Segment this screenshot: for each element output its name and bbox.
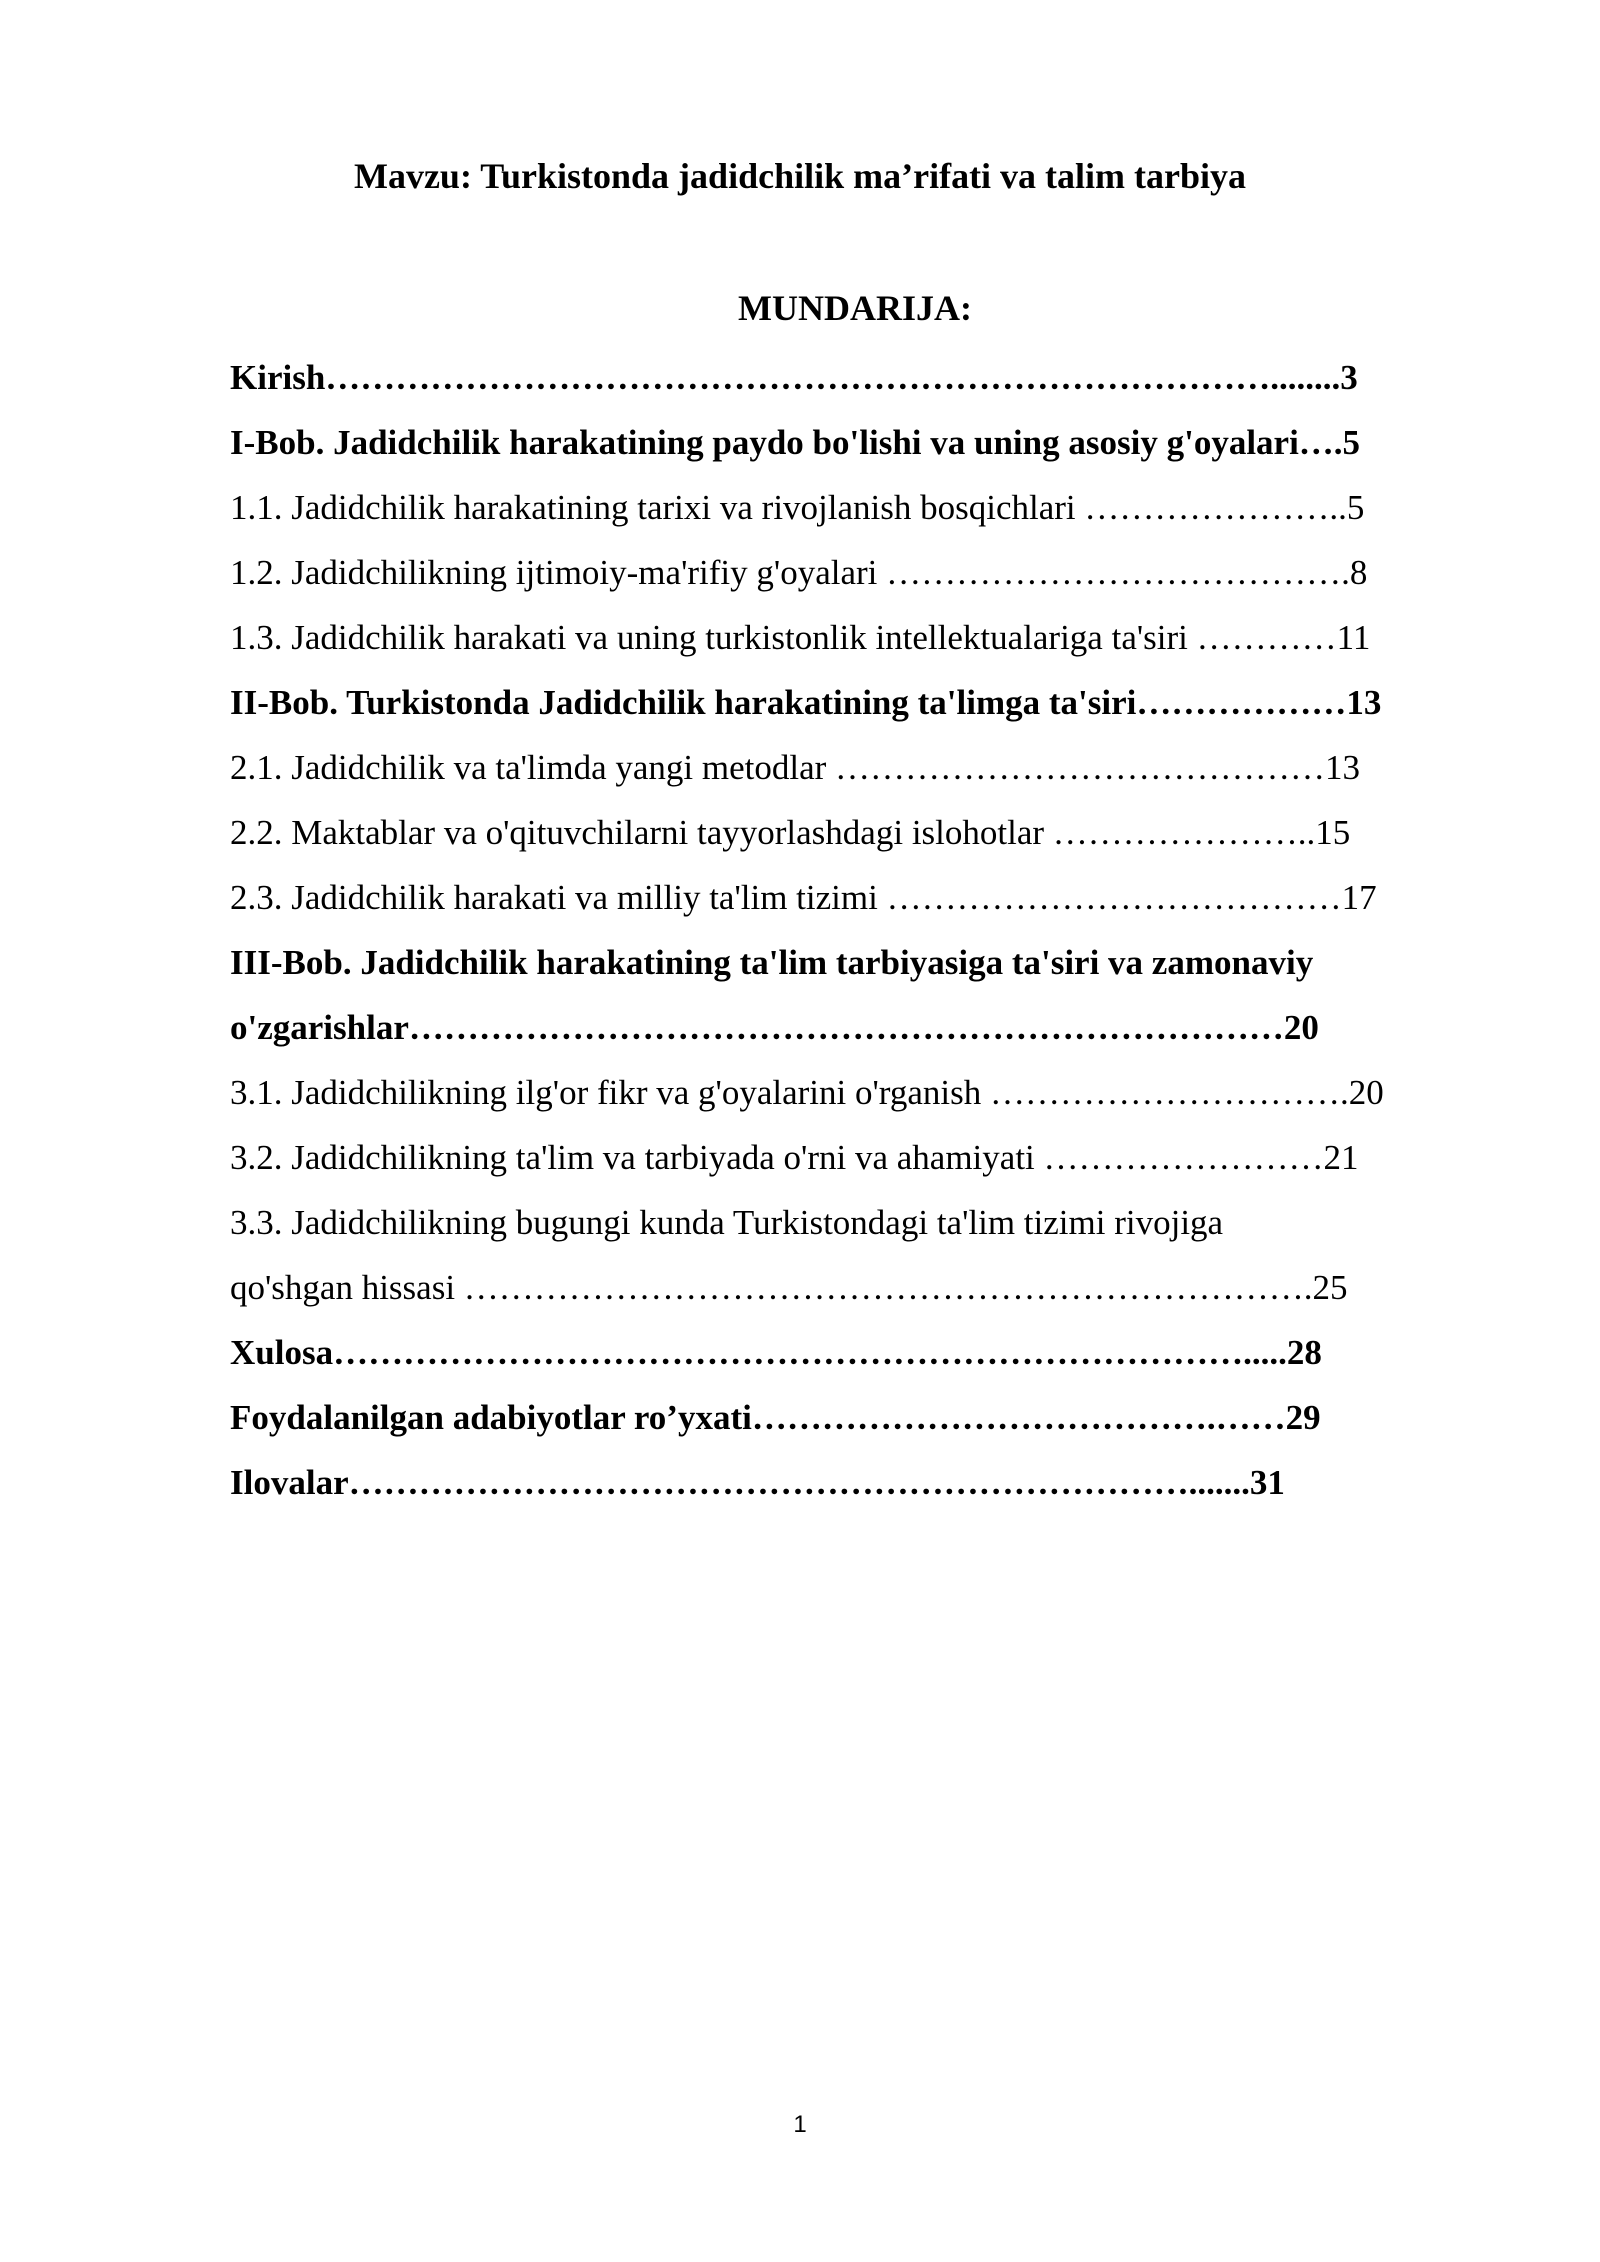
toc-entry-introduction: Kirish………………………………………………………………………........3 bbox=[230, 358, 1358, 397]
toc-entry-chapter-3-line-2: o'zgarishlar…………………………………………………………………20 bbox=[230, 1008, 1319, 1047]
toc-entry-chapter-1: I-Bob. Jadidchilik harakatining paydo bo'lishi va uning asosiy g'oyalari….5 bbox=[230, 423, 1361, 462]
toc-entry-section-3-1: 3.1. Jadidchilikning ilg'or fikr va g'oyalarini o'rganish ………………………….20 bbox=[230, 1073, 1384, 1112]
table-of-contents bbox=[230, 345, 1490, 1515]
toc-entry-section-3-2: 3.2. Jadidchilikning ta'lim va tarbiyada o'rni va ahamiyati ……………………21 bbox=[230, 1138, 1359, 1177]
toc-entry-chapter-2: II-Bob. Turkistonda Jadidchilik harakatining ta'limga ta'siri………………13 bbox=[230, 683, 1382, 722]
toc-entry-section-1-2: 1.2. Jadidchilikning ijtimoiy-ma'rifiy g'oyalari ………………………………….8 bbox=[230, 553, 1368, 592]
toc-entry-references: Foydalanilgan adabiyotlar ro’yxati………………………………….……29 bbox=[230, 1398, 1321, 1437]
page-number: 1 bbox=[793, 2111, 807, 2138]
toc-entry-section-2-2: 2.2. Maktablar va o'qituvchilarni tayyorlashdagi islohotlar …………………..15 bbox=[230, 813, 1351, 852]
toc-entry-chapter-3-line-1: III-Bob. Jadidchilik harakatining ta'lim tarbiyasiga ta'siri va zamonaviy bbox=[230, 943, 1314, 982]
toc-entry-section-1-1: 1.1. Jadidchilik harakatining tarixi va rivojlanish bosqichlari …………………..5 bbox=[230, 488, 1365, 527]
toc-entry-appendices: Ilovalar……………………………………………………………….......31 bbox=[230, 1463, 1285, 1502]
toc-entry-section-2-3: 2.3. Jadidchilik harakati va milliy ta'lim tizimi …………………………………17 bbox=[230, 878, 1377, 917]
toc-entry-section-2-1: 2.1. Jadidchilik va ta'limda yangi metodlar ……………………………………13 bbox=[230, 748, 1361, 787]
toc-entry-section-3-3-line-1: 3.3. Jadidchilikning bugungi kunda Turkistondagi ta'lim tizimi rivojiga bbox=[230, 1203, 1224, 1242]
toc-heading: MUNDARIJA: bbox=[738, 288, 972, 328]
toc-entry-section-1-3: 1.3. Jadidchilik harakati va uning turkistonlik intellektualariga ta'siri …………11 bbox=[230, 618, 1371, 657]
toc-entry-conclusion: Xulosa…………………………………………………………………….....28 bbox=[230, 1333, 1322, 1372]
topic-title: Mavzu: Turkistonda jadidchilik ma’rifati va talim tarbiya bbox=[353, 156, 1247, 196]
toc-entry-section-3-3-line-2: qo'shgan hissasi ……………………………………………………………….25 bbox=[230, 1268, 1348, 1307]
